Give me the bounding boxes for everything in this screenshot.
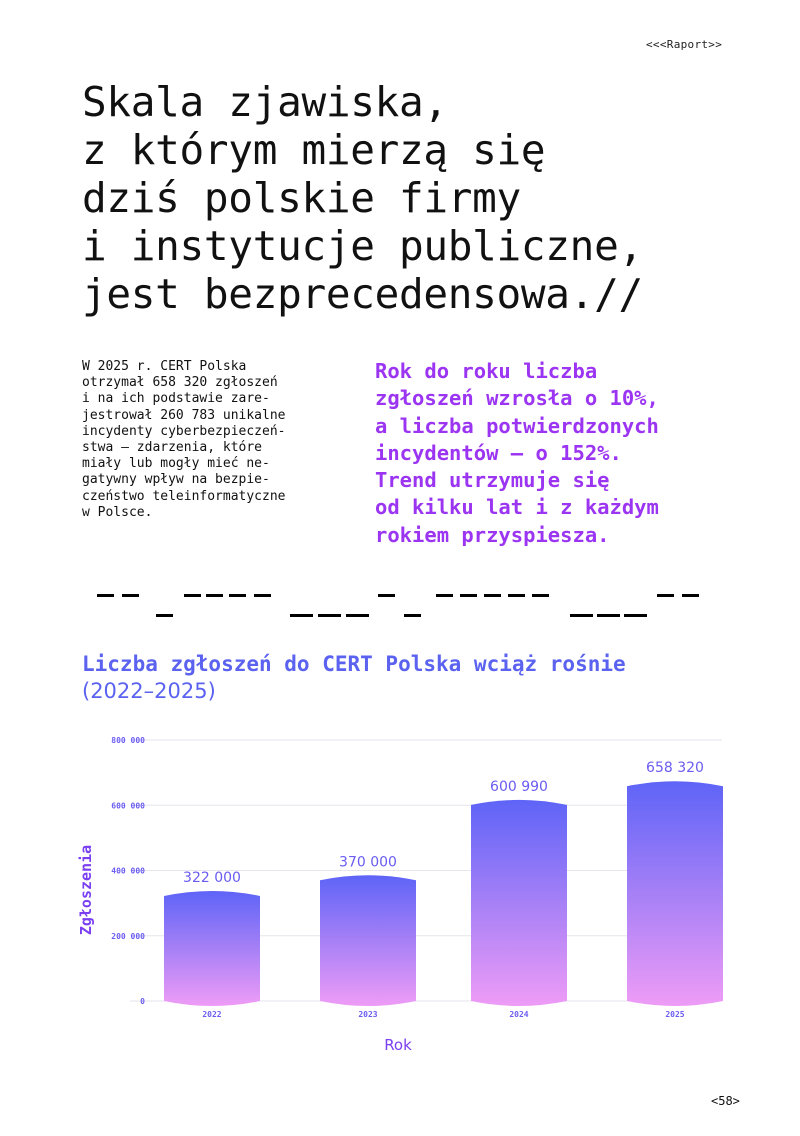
value-label: 658 320 (646, 760, 704, 777)
highlight-line: rokiem przyspiesza. (375, 522, 610, 547)
intro-line: i na ich podstawie zare- (82, 391, 270, 407)
highlight-line: Rok do roku liczba (375, 359, 598, 383)
highlight-callout (375, 358, 659, 549)
bar-2022 (164, 891, 260, 1006)
intro-line: stwa – zdarzenia, które (82, 440, 263, 456)
value-label: 600 990 (490, 778, 548, 795)
chart-title: Liczba zgłoszeń do CERT Polska wciąż rośnie (82, 652, 626, 676)
x-tick-label: 2022 (202, 1010, 222, 1019)
intro-line: w Polsce. (82, 504, 153, 520)
y-tick-label: 200 000 (111, 931, 145, 941)
headline-line: i instytucje publiczne, (82, 222, 643, 270)
y-axis-label: Zgłoszenia (77, 844, 95, 936)
intro-line: gatywny wpływ na bezpie- (82, 472, 270, 488)
value-label: 370 000 (339, 854, 397, 871)
bar-2024 (471, 800, 567, 1006)
x-axis-label: Rok (384, 1036, 412, 1054)
intro-line: miały lub mogły mieć ne- (82, 456, 270, 472)
headline-line: Skala zjawiska, (82, 78, 448, 126)
intro-line: incydenty cyberbezpieczeń- (82, 423, 286, 439)
highlight-line: incydentów – o 152%. (375, 440, 622, 465)
y-tick-label: 0 (140, 997, 145, 1006)
intro-paragraph (82, 359, 342, 521)
highlight-line: od kilku lat i z każdym (375, 495, 659, 520)
intro-line: jestrował 260 783 unikalne (82, 407, 286, 423)
bar-chart (0, 720, 800, 1070)
intro-line: W 2025 r. CERT Polska (82, 359, 247, 374)
x-tick-label: 2024 (509, 1010, 529, 1019)
intro-line: czeństwo teleinformatyczne (82, 488, 286, 504)
highlight-line: zgłoszeń wzrosła o 10%, (375, 386, 659, 411)
section-tag: <<<Raport>> (646, 38, 723, 51)
headline-line: z którym mierzą się (82, 126, 546, 174)
headline-line: jest bezprecedensowa.// (82, 270, 643, 318)
decorative-dash-divider (0, 570, 800, 620)
intro-line: otrzymał 658 320 zgłoszeń (82, 375, 278, 391)
x-tick-label: 2025 (665, 1010, 685, 1019)
value-label: 322 000 (183, 869, 241, 886)
y-tick-label: 800 000 (111, 736, 145, 745)
x-tick-label: 2023 (358, 1010, 378, 1019)
headline-line: dziś polskie firmy (82, 174, 521, 222)
bar-2023 (320, 875, 416, 1006)
highlight-line: a liczba potwierdzonych (375, 413, 659, 438)
y-tick-label: 600 000 (111, 801, 145, 811)
bar-2025 (627, 781, 723, 1006)
page-number: <58> (711, 1094, 740, 1108)
chart-subtitle: (2022–2025) (82, 679, 216, 703)
y-tick-label: 400 000 (111, 866, 145, 876)
highlight-line: Trend utrzymuje się (375, 468, 610, 493)
headline (82, 78, 643, 318)
